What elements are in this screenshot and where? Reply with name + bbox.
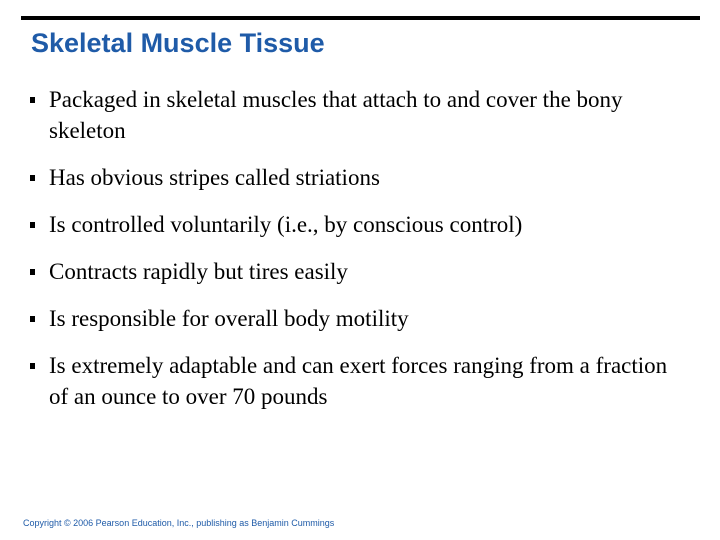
square-bullet-icon xyxy=(30,363,35,369)
bullet-text: Is controlled voluntarily (i.e., by conscious control) xyxy=(49,212,523,237)
bullet-text: Packaged in skeletal muscles that attach to and cover the bony skeleton xyxy=(49,87,623,143)
bullet-text: Is responsible for overall body motility xyxy=(49,306,409,331)
bullet-list xyxy=(30,84,680,428)
bullet-item xyxy=(30,350,680,412)
bullet-text: Has obvious stripes called striations xyxy=(49,165,380,190)
square-bullet-icon xyxy=(30,316,35,322)
square-bullet-icon xyxy=(30,269,35,275)
bullet-item xyxy=(30,256,680,287)
bullet-item xyxy=(30,162,680,193)
copyright-footer: Copyright © 2006 Pearson Education, Inc., publishing as Benjamin Cummings xyxy=(23,518,335,528)
bullet-item xyxy=(30,84,680,146)
slide-title: Skeletal Muscle Tissue xyxy=(31,28,325,58)
square-bullet-icon xyxy=(30,222,35,228)
bullet-item xyxy=(30,209,680,240)
square-bullet-icon xyxy=(30,175,35,181)
bullet-text: Is extremely adaptable and can exert forces ranging from a fraction of an ounce to over 70 pounds xyxy=(49,353,668,409)
bullet-item xyxy=(30,303,680,334)
square-bullet-icon xyxy=(30,97,35,103)
title-underline xyxy=(21,16,700,20)
bullet-text: Contracts rapidly but tires easily xyxy=(49,259,348,284)
